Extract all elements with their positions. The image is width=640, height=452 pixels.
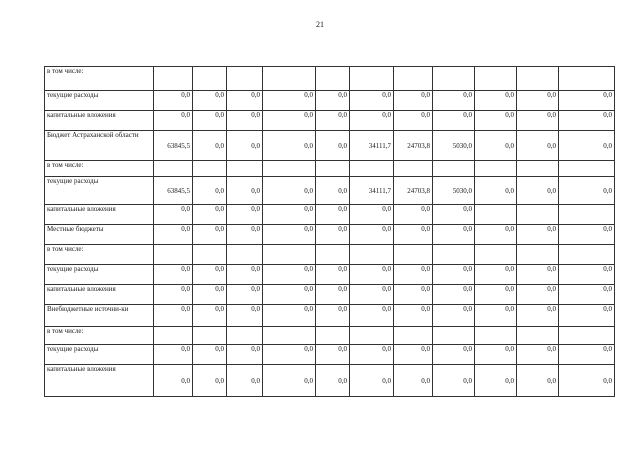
value-cell: 0,0 (475, 111, 517, 131)
empty-cell (433, 327, 475, 345)
table-row (45, 131, 615, 161)
value-cell: 0,0 (227, 177, 263, 205)
value-cell: 0,0 (193, 225, 227, 245)
value-cell: 0,0 (193, 205, 227, 225)
table-row (45, 285, 615, 305)
value-cell: 0,0 (433, 205, 475, 225)
value-cell: 0,0 (263, 131, 316, 161)
empty-cell (475, 67, 517, 91)
table-row (45, 67, 615, 91)
value-cell: 0,0 (263, 91, 316, 111)
empty-cell (154, 161, 193, 177)
value-cell (475, 205, 517, 225)
value-cell: 0,0 (154, 265, 193, 285)
row-label: капитальные вложения (45, 365, 154, 397)
value-cell: 0,0 (154, 111, 193, 131)
value-cell: 0,0 (350, 111, 394, 131)
value-cell: 0,0 (394, 205, 433, 225)
value-cell: 0,0 (559, 365, 615, 397)
value-cell: 0,0 (475, 177, 517, 205)
row-label: Местные бюджеты (45, 225, 154, 245)
empty-cell (394, 67, 433, 91)
value-cell: 0,0 (517, 131, 559, 161)
value-cell: 0,0 (475, 91, 517, 111)
empty-cell (475, 327, 517, 345)
value-cell (517, 205, 559, 225)
value-cell: 0,0 (263, 345, 316, 365)
value-cell: 0,0 (559, 111, 615, 131)
table-row (45, 265, 615, 285)
value-cell: 0,0 (517, 225, 559, 245)
table-row (45, 177, 615, 205)
value-cell: 34111,7 (350, 131, 394, 161)
value-cell: 0,0 (154, 365, 193, 397)
value-cell: 0,0 (517, 265, 559, 285)
value-cell: 0,0 (316, 365, 350, 397)
table-row (45, 365, 615, 397)
value-cell: 0,0 (316, 91, 350, 111)
row-label: капитальные вложения (45, 285, 154, 305)
row-label: Бюджет Астраханской области (45, 131, 154, 161)
value-cell: 0,0 (154, 91, 193, 111)
empty-cell (559, 161, 615, 177)
value-cell: 0,0 (193, 345, 227, 365)
empty-cell (433, 67, 475, 91)
value-cell: 0,0 (227, 111, 263, 131)
value-cell: 0,0 (316, 177, 350, 205)
value-cell: 0,0 (475, 365, 517, 397)
empty-cell (433, 245, 475, 265)
value-cell: 0,0 (227, 265, 263, 285)
table-row (45, 225, 615, 245)
value-cell: 0,0 (227, 205, 263, 225)
empty-cell (517, 161, 559, 177)
value-cell: 0,0 (433, 365, 475, 397)
value-cell: 0,0 (559, 91, 615, 111)
value-cell: 0,0 (350, 365, 394, 397)
value-cell: 0,0 (517, 177, 559, 205)
table-row (45, 345, 615, 365)
empty-cell (263, 67, 316, 91)
value-cell: 0,0 (433, 91, 475, 111)
value-cell: 0,0 (517, 285, 559, 305)
table-row (45, 161, 615, 177)
value-cell: 0,0 (475, 265, 517, 285)
value-cell: 0,0 (316, 265, 350, 285)
value-cell: 0,0 (433, 225, 475, 245)
value-cell: 0,0 (394, 365, 433, 397)
value-cell: 0,0 (350, 265, 394, 285)
empty-cell (227, 67, 263, 91)
value-cell: 0,0 (350, 305, 394, 327)
empty-cell (193, 161, 227, 177)
value-cell: 0,0 (154, 205, 193, 225)
value-cell: 0,0 (475, 131, 517, 161)
row-label: текущие расходы (45, 177, 154, 205)
empty-cell (316, 327, 350, 345)
value-cell: 0,0 (193, 111, 227, 131)
value-cell: 63845,5 (154, 177, 193, 205)
empty-cell (316, 161, 350, 177)
empty-cell (433, 161, 475, 177)
value-cell: 0,0 (350, 225, 394, 245)
empty-cell (263, 327, 316, 345)
empty-cell (350, 327, 394, 345)
value-cell: 34111,7 (350, 177, 394, 205)
row-label: текущие расходы (45, 91, 154, 111)
value-cell: 24703,8 (394, 131, 433, 161)
value-cell: 0,0 (350, 345, 394, 365)
empty-cell (517, 67, 559, 91)
empty-cell (316, 245, 350, 265)
value-cell: 0,0 (559, 225, 615, 245)
empty-cell (394, 327, 433, 345)
table-row (45, 91, 615, 111)
value-cell: 0,0 (193, 265, 227, 285)
value-cell: 0,0 (316, 111, 350, 131)
value-cell: 0,0 (394, 285, 433, 305)
value-cell: 0,0 (559, 177, 615, 205)
value-cell: 0,0 (154, 305, 193, 327)
value-cell: 0,0 (227, 225, 263, 245)
value-cell: 0,0 (193, 177, 227, 205)
value-cell: 0,0 (350, 91, 394, 111)
value-cell: 0,0 (193, 365, 227, 397)
budget-table (44, 66, 615, 397)
row-label: капитальные вложения (45, 111, 154, 131)
value-cell: 0,0 (263, 177, 316, 205)
value-cell: 0,0 (350, 205, 394, 225)
value-cell: 0,0 (350, 285, 394, 305)
table-row (45, 305, 615, 327)
value-cell: 0,0 (433, 285, 475, 305)
value-cell: 0,0 (316, 305, 350, 327)
value-cell: 0,0 (316, 345, 350, 365)
empty-cell (394, 161, 433, 177)
value-cell: 0,0 (316, 285, 350, 305)
row-label: в том числе: (45, 245, 154, 265)
value-cell: 0,0 (394, 111, 433, 131)
value-cell (559, 205, 615, 225)
value-cell: 0,0 (316, 225, 350, 245)
value-cell: 0,0 (193, 131, 227, 161)
empty-cell (517, 327, 559, 345)
empty-cell (350, 161, 394, 177)
empty-cell (559, 245, 615, 265)
value-cell: 0,0 (433, 265, 475, 285)
value-cell: 24703,8 (394, 177, 433, 205)
row-label: Внебюджетные источни-ки (45, 305, 154, 327)
value-cell: 0,0 (517, 365, 559, 397)
value-cell: 0,0 (517, 91, 559, 111)
row-label: в том числе: (45, 327, 154, 345)
empty-cell (227, 327, 263, 345)
value-cell: 0,0 (559, 305, 615, 327)
empty-cell (350, 245, 394, 265)
empty-cell (154, 245, 193, 265)
empty-cell (263, 245, 316, 265)
value-cell: 0,0 (263, 111, 316, 131)
value-cell: 0,0 (394, 225, 433, 245)
value-cell: 0,0 (227, 285, 263, 305)
value-cell: 0,0 (559, 131, 615, 161)
row-label: текущие расходы (45, 265, 154, 285)
empty-cell (227, 161, 263, 177)
value-cell: 0,0 (433, 305, 475, 327)
value-cell: 0,0 (394, 265, 433, 285)
value-cell: 0,0 (475, 305, 517, 327)
value-cell: 5030,0 (433, 177, 475, 205)
value-cell: 0,0 (394, 91, 433, 111)
value-cell: 0,0 (227, 345, 263, 365)
empty-cell (559, 67, 615, 91)
value-cell: 0,0 (475, 345, 517, 365)
value-cell: 0,0 (263, 305, 316, 327)
value-cell: 0,0 (154, 285, 193, 305)
value-cell: 0,0 (263, 205, 316, 225)
value-cell: 0,0 (227, 91, 263, 111)
value-cell: 0,0 (316, 131, 350, 161)
empty-cell (316, 67, 350, 91)
value-cell: 5030,0 (433, 131, 475, 161)
value-cell: 0,0 (475, 225, 517, 245)
row-label: капитальные вложения (45, 205, 154, 225)
value-cell: 0,0 (263, 265, 316, 285)
empty-cell (475, 161, 517, 177)
value-cell: 0,0 (263, 285, 316, 305)
value-cell: 0,0 (154, 225, 193, 245)
empty-cell (475, 245, 517, 265)
page-number: 21 (316, 20, 324, 29)
empty-cell (263, 161, 316, 177)
empty-cell (154, 327, 193, 345)
value-cell: 0,0 (227, 305, 263, 327)
empty-cell (154, 67, 193, 91)
value-cell: 0,0 (263, 365, 316, 397)
table-row (45, 327, 615, 345)
table-row (45, 245, 615, 265)
value-cell: 0,0 (394, 345, 433, 365)
value-cell: 0,0 (475, 285, 517, 305)
empty-cell (394, 245, 433, 265)
value-cell: 0,0 (316, 205, 350, 225)
value-cell: 0,0 (433, 111, 475, 131)
row-label: текущие расходы (45, 345, 154, 365)
empty-cell (193, 67, 227, 91)
value-cell: 0,0 (193, 285, 227, 305)
table-row (45, 205, 615, 225)
empty-cell (227, 245, 263, 265)
value-cell: 0,0 (193, 91, 227, 111)
value-cell: 0,0 (559, 265, 615, 285)
empty-cell (193, 327, 227, 345)
value-cell: 0,0 (227, 131, 263, 161)
value-cell: 0,0 (193, 305, 227, 327)
value-cell: 0,0 (559, 345, 615, 365)
row-label: в том числе: (45, 67, 154, 91)
value-cell: 0,0 (154, 345, 193, 365)
empty-cell (350, 67, 394, 91)
empty-cell (559, 327, 615, 345)
value-cell: 0,0 (227, 365, 263, 397)
value-cell: 0,0 (263, 225, 316, 245)
value-cell: 0,0 (517, 345, 559, 365)
empty-cell (193, 245, 227, 265)
value-cell: 0,0 (517, 305, 559, 327)
value-cell: 63845,5 (154, 131, 193, 161)
value-cell: 0,0 (559, 285, 615, 305)
value-cell: 0,0 (394, 305, 433, 327)
value-cell: 0,0 (433, 345, 475, 365)
value-cell: 0,0 (517, 111, 559, 131)
table-row (45, 111, 615, 131)
row-label: в том числе: (45, 161, 154, 177)
empty-cell (517, 245, 559, 265)
